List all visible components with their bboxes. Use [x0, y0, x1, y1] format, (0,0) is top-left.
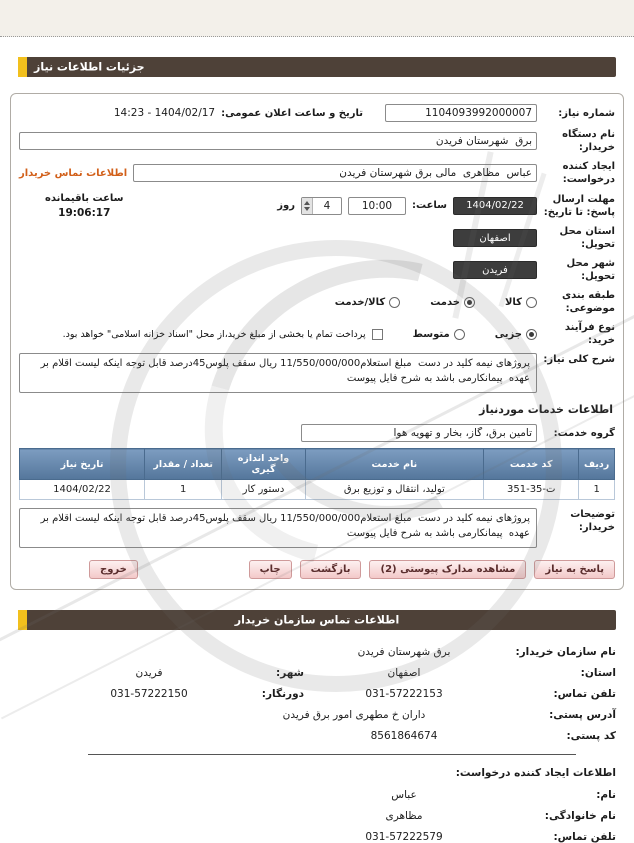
section-header-buyer-contact	[18, 610, 616, 630]
top-banner	[0, 0, 634, 37]
days-stepper[interactable]	[302, 198, 313, 214]
row-request-creator	[19, 160, 615, 186]
buyer-org-input[interactable]	[19, 132, 537, 150]
remaining-label: ساعت باقیمانده	[45, 193, 124, 204]
row-subject-classification	[19, 289, 615, 315]
treasury-checkbox[interactable]	[372, 329, 383, 340]
yellow-accent	[18, 57, 27, 77]
deadline-time-input[interactable]	[348, 197, 406, 215]
postal-code-label: کد پستی:	[566, 730, 616, 742]
general-description-textarea[interactable]	[19, 353, 537, 393]
request-details-panel	[10, 93, 624, 590]
radio-minor-icon	[526, 329, 537, 340]
last-name-label: نام خانوادگی:	[544, 810, 616, 822]
remaining-time	[45, 192, 124, 219]
stepper-up-icon[interactable]	[304, 201, 310, 205]
row-buyer-notes	[19, 508, 615, 548]
contact-row-phone-fax	[18, 688, 616, 700]
announce-datetime-label: تاریخ و ساعت اعلان عمومی:	[221, 107, 363, 119]
subject-class-label: طبقه بندی موضوعی:	[561, 290, 615, 314]
announce-datetime-value: 1404/02/17 - 14:23	[113, 107, 216, 119]
contact-row-province-city	[18, 667, 616, 679]
creator-row-first-name	[18, 789, 616, 801]
deadline-label: مهلت ارسال پاسخ: تا تاریخ:	[543, 193, 615, 218]
province-value: اصفهان	[387, 667, 421, 679]
back-button[interactable]: بازگشت	[300, 560, 362, 579]
buyer-org-label: نام دستگاه خریدار:	[562, 129, 615, 153]
delivery-province-box: اصفهان	[453, 229, 537, 247]
view-attachments-button[interactable]: مشاهده مدارک پیوستی (2)	[369, 560, 526, 579]
col-header-service-name: نام خدمت	[305, 449, 484, 480]
radio-minor-label: جزیی	[494, 328, 522, 340]
table-row	[20, 480, 615, 500]
postal-address-value: داران خ مطهری امور برق فریدن	[282, 709, 426, 721]
row-delivery-city	[19, 257, 615, 283]
row-need-number	[19, 104, 615, 122]
row-response-deadline	[19, 192, 615, 219]
general-description-label: شرح کلی نیاز:	[543, 354, 615, 365]
cell-need-date: 1404/02/22	[20, 480, 145, 500]
contact-row-address	[18, 709, 616, 721]
org-name-label: نام سازمان خریدار:	[515, 646, 616, 658]
service-group-label: گروه خدمت:	[553, 427, 615, 439]
fax-value: 031-57222150	[110, 688, 188, 700]
contact-row-postal-code	[18, 730, 616, 742]
first-name-label: نام:	[596, 789, 616, 801]
yellow-accent	[18, 610, 27, 630]
delivery-city-label: شهر محل تحویل:	[566, 258, 615, 282]
creator-info-title: اطلاعات ایجاد کننده درخواست:	[455, 767, 616, 779]
table-header-row	[20, 449, 615, 480]
radio-option-service[interactable]	[430, 297, 475, 308]
radio-goods-icon	[526, 297, 537, 308]
section-divider	[88, 754, 576, 755]
services-table	[19, 448, 615, 500]
deadline-date-box: 1404/02/22	[453, 197, 537, 215]
radio-option-medium[interactable]	[413, 329, 465, 340]
postal-address-label: آدرس پستی:	[549, 709, 616, 721]
services-section-title: اطلاعات خدمات موردنیاز	[479, 403, 613, 416]
days-input[interactable]	[313, 199, 341, 213]
delivery-city-box: فریدن	[453, 261, 537, 279]
process-type-label: نوع فرآیند خرید:	[564, 322, 615, 346]
row-buyer-org	[19, 128, 615, 154]
radio-option-goods-service[interactable]	[335, 297, 400, 308]
row-service-group	[19, 424, 615, 442]
creator-input[interactable]	[133, 164, 537, 182]
province-label: استان:	[580, 667, 616, 679]
radio-service-label: خدمت	[430, 296, 460, 308]
section-header-request-details	[18, 57, 616, 77]
row-general-description	[19, 353, 615, 393]
row-process-type	[19, 321, 615, 347]
phone-value: 031-57222153	[365, 688, 443, 700]
delivery-province-label: استان محل تحویل:	[559, 226, 615, 250]
col-header-need-date: تاریخ نیاز	[20, 449, 145, 480]
creator-label: ایجاد کننده درخواست:	[562, 161, 615, 185]
radio-goods-service-icon	[389, 297, 400, 308]
row-delivery-province	[19, 225, 615, 251]
phone-label: تلفن تماس:	[553, 688, 616, 700]
buyer-notes-textarea[interactable]	[19, 508, 537, 548]
buyer-notes-label: توضیحات خریدار:	[570, 509, 615, 533]
radio-option-goods[interactable]	[505, 297, 537, 308]
col-header-quantity: تعداد / مقدار	[144, 449, 221, 480]
stepper-down-icon[interactable]	[304, 207, 310, 211]
respond-button[interactable]: پاسخ به نیاز	[534, 560, 615, 579]
cell-unit: دستور کار	[222, 480, 305, 500]
contact-row-org	[18, 646, 616, 658]
buyer-contact-title: اطلاعات تماس سازمان خریدار	[234, 613, 400, 627]
request-details-title: جزئیات اطلاعات نیاز	[34, 60, 145, 74]
cell-quantity: 1	[144, 480, 221, 500]
creator-phone-value: 031-57222579	[365, 831, 443, 843]
last-name-value: مظاهری	[385, 810, 423, 822]
days-field	[301, 197, 342, 215]
creator-phone-label: تلفن تماس:	[553, 831, 616, 843]
radio-option-minor[interactable]	[495, 329, 537, 340]
org-name-value: برق شهرستان فریدن	[357, 646, 451, 658]
exit-button[interactable]: خروج	[89, 560, 138, 579]
first-name-value: عباس	[391, 789, 417, 801]
service-group-input[interactable]	[301, 424, 537, 442]
hour-label: ساعت:	[411, 200, 447, 211]
fax-label: دورنگار:	[261, 688, 304, 700]
radio-goods-service-label: کالا/خدمت	[334, 296, 386, 308]
need-number-label: شماره نیاز:	[558, 107, 615, 119]
col-header-unit: واحد اندازه گیری	[222, 449, 305, 480]
radio-goods-label: کالا	[504, 296, 522, 308]
days-label: روز	[277, 200, 295, 211]
cell-service-code: ت-35-351	[484, 480, 579, 500]
treasury-note: پرداخت تمام یا بخشی از مبلغ خرید،از محل "اسناد خزانه اسلامی" خواهد بود.	[62, 328, 366, 340]
col-header-row-number: ردیف	[579, 449, 615, 480]
col-header-service-code: کد خدمت	[484, 449, 579, 480]
buyer-contact-link[interactable]: اطلاعات تماس خریدار	[19, 167, 128, 179]
postal-code-value: 8561864674	[370, 730, 438, 742]
city-label: شهر:	[276, 667, 304, 679]
radio-service-icon	[464, 297, 475, 308]
remaining-value: 19:06:17	[58, 207, 111, 219]
action-buttons	[19, 560, 615, 579]
radio-medium-icon	[454, 329, 465, 340]
cell-row-number: 1	[579, 480, 615, 500]
cell-service-name: تولید، انتقال و توزیع برق	[305, 480, 484, 500]
creator-row-last-name	[18, 810, 616, 822]
radio-medium-label: متوسط	[412, 328, 450, 340]
buyer-contact-section	[18, 646, 616, 843]
need-number-input[interactable]	[385, 104, 537, 122]
city-value: فریدن	[135, 667, 163, 679]
print-button[interactable]: چاپ	[249, 560, 292, 579]
